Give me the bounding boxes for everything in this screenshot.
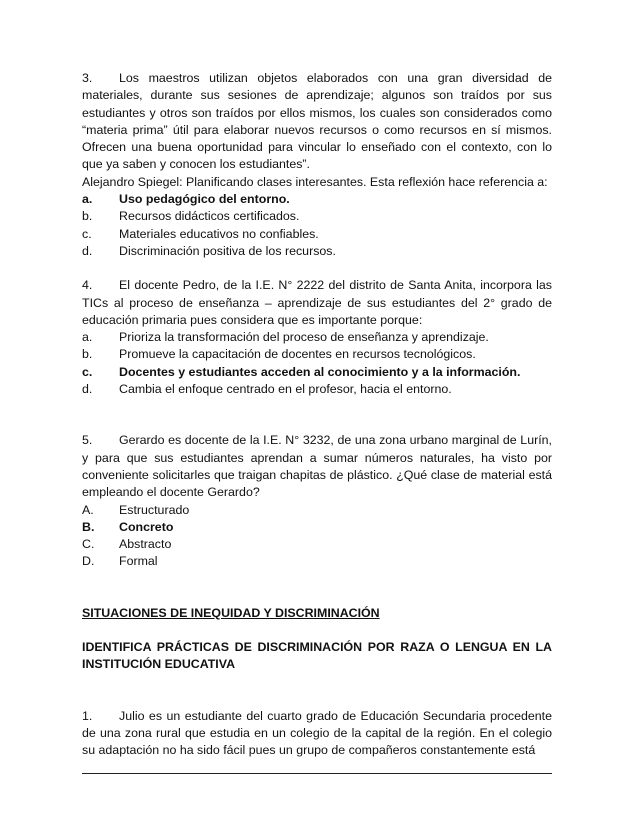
option-text: Materiales educativos no confiables. (119, 226, 319, 241)
option-text: Abstracto (119, 537, 172, 552)
question-4-option-d (82, 381, 552, 398)
option-text: Prioriza la transformación del proceso de enseñanza y aprendizaje. (119, 330, 489, 345)
question-1-text (82, 708, 552, 760)
question-3-option-a (82, 191, 552, 208)
question-1-number: 1. (82, 708, 93, 723)
option-key: d. (82, 382, 93, 397)
option-key: b. (82, 209, 93, 224)
question-4-text (82, 277, 552, 329)
section-title: SITUACIONES DE INEQUIDAD Y DISCRIMINACIÓN (82, 605, 380, 620)
option-text: Concreto (119, 519, 174, 534)
question-4-body: El docente Pedro, de la I.E. N° 2222 del distrito de Santa Anita, incorpora las TICs al proceso de enseñanza – aprendizaje de sus estudiantes del 2° grado de educación primaria pues considera que es importante porque: (82, 278, 552, 327)
question-3-body: Los maestros utilizan objetos elaborados con una gran diversidad de materiales, durante sus sesiones de aprendizaje; algunos son traídos por sus estudiantes y otros son traídos por ellos mismos, los cuales son considerados como “materia prima” útil para elaborar nuevos recursos o como recursos en sí mismos. Ofrecen una buena oportunidad para vincular lo enseñado con el contexto, con lo que ya saben y conocen los estudiantes”. (82, 71, 552, 172)
spacer (82, 571, 552, 605)
question-5-option-c (82, 536, 552, 553)
question-5-body: Gerardo es docente de la I.E. N° 3232, de una zona urbano marginal de Lurín, y para que sus estudiantes aprendan a sumar números naturales, ha visto por conveniente solicitarles que traigan chapitas de plástico. ¿Qué clase de material está empleando el docente Gerardo? (82, 433, 552, 500)
question-5-option-a (82, 502, 552, 519)
spacer (82, 398, 552, 432)
option-key: d. (82, 243, 93, 258)
option-text: Cambia el enfoque centrado en el profesor, hacia el entorno. (119, 382, 452, 397)
question-3-option-d (82, 243, 552, 260)
spacer (82, 622, 552, 639)
section-subtitle: IDENTIFICA PRÁCTICAS DE DISCRIMINACIÓN POR RAZA O LENGUA EN LA INSTITUCIÓN EDUCATIVA (82, 640, 552, 672)
option-key: A. (82, 502, 94, 517)
question-5-number: 5. (82, 433, 93, 448)
spacer (82, 260, 552, 277)
question-1-body: Julio es un estudiante del cuarto grado de Educación Secundaria procedente de una zona rural que estudia en un colegio de la capital de la región. En el colegio su adaptación no ha sido fácil pues un grupo de compañeros constantemente está (82, 708, 552, 758)
document-page (82, 70, 552, 760)
question-4-option-b (82, 346, 552, 363)
question-5-option-d (82, 553, 552, 570)
option-key: a. (82, 192, 93, 207)
option-text: Estructurado (119, 502, 190, 517)
question-3-text (82, 70, 552, 174)
option-key: a. (82, 330, 93, 345)
option-text: Discriminación positiva de los recursos. (119, 243, 336, 258)
option-text: Uso pedagógico del entorno. (119, 192, 290, 207)
option-key: D. (82, 554, 95, 569)
question-3-option-c (82, 226, 552, 243)
spacer (82, 674, 552, 708)
option-key: b. (82, 347, 93, 362)
question-4-option-a (82, 329, 552, 346)
option-key: c. (82, 364, 93, 379)
option-key: B. (82, 519, 95, 534)
question-3-option-b (82, 208, 552, 225)
question-3-number: 3. (82, 71, 93, 85)
question-5-text (82, 432, 552, 501)
option-key: C. (82, 537, 95, 552)
option-text: Promueve la capacitación de docentes en recursos tecnológicos. (119, 347, 476, 362)
option-key: c. (82, 226, 92, 241)
option-text: Formal (119, 554, 158, 569)
page-bottom-divider (82, 773, 552, 774)
question-3-source: Alejandro Spiegel: Planificando clases interesantes. Esta reflexión hace referencia a: (82, 174, 548, 189)
question-5-option-b (82, 519, 552, 536)
question-4-option-c (82, 364, 552, 381)
option-text: Recursos didácticos certificados. (119, 209, 300, 224)
option-text: Docentes y estudiantes acceden al conocimiento y a la información. (119, 364, 521, 379)
question-4-number: 4. (82, 278, 93, 293)
